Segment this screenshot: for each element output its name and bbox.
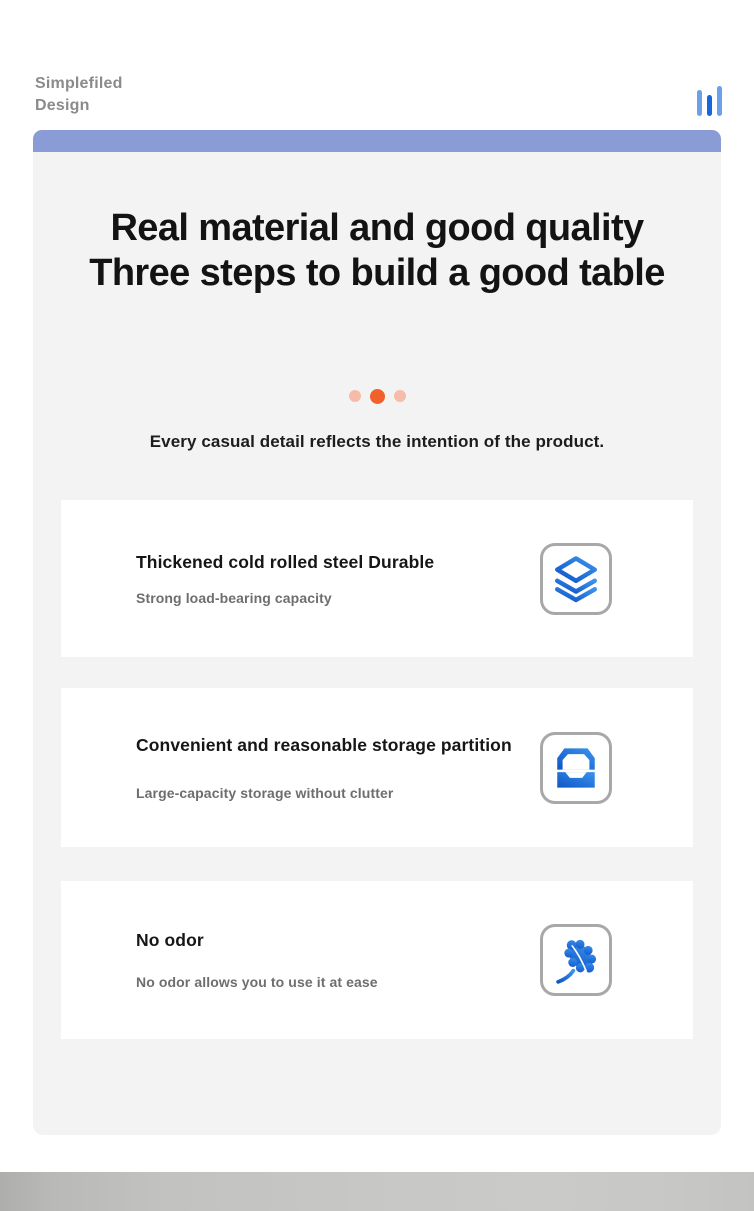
carousel-dot-2-active[interactable] [370,389,385,404]
brand-logo-line1: Simplefiled [35,75,123,92]
layers-icon [540,543,612,615]
content-panel [33,152,721,1135]
feature-card-text [136,688,513,847]
feature-card-no-odor [61,881,693,1039]
page-title-line2: Three steps to build a good table [89,252,665,294]
carousel-dots [33,388,721,404]
feature-description: Large-capacity storage without clutter [136,784,394,801]
feature-card-text [136,500,513,657]
bar-chart-icon [696,86,724,116]
page-title [33,206,721,296]
brand-logo-line2: Design [35,97,90,114]
feature-card-text [136,881,513,1039]
storage-drawer-icon [540,732,612,804]
feature-card-storage [61,688,693,847]
carousel-dot-1[interactable] [349,390,361,402]
feature-title: Convenient and reasonable storage partition [136,734,512,755]
carousel-dot-3[interactable] [394,390,406,402]
brand-logo [35,73,123,117]
page-title-line1: Real material and good quality [110,207,644,249]
page-subtitle: Every casual detail reflects the intention of the product. [149,432,605,451]
feature-description: No odor allows you to use it at ease [136,974,378,990]
feature-description: Strong load-bearing capacity [136,589,332,606]
feature-card-steel [61,500,693,657]
feature-card-list [61,500,693,1070]
footer-surface [0,1172,754,1211]
leaf-icon [540,924,612,996]
feature-title: No odor [136,930,204,950]
banner-strip [33,130,721,152]
feature-title: Thickened cold rolled steel Durable [136,551,435,572]
